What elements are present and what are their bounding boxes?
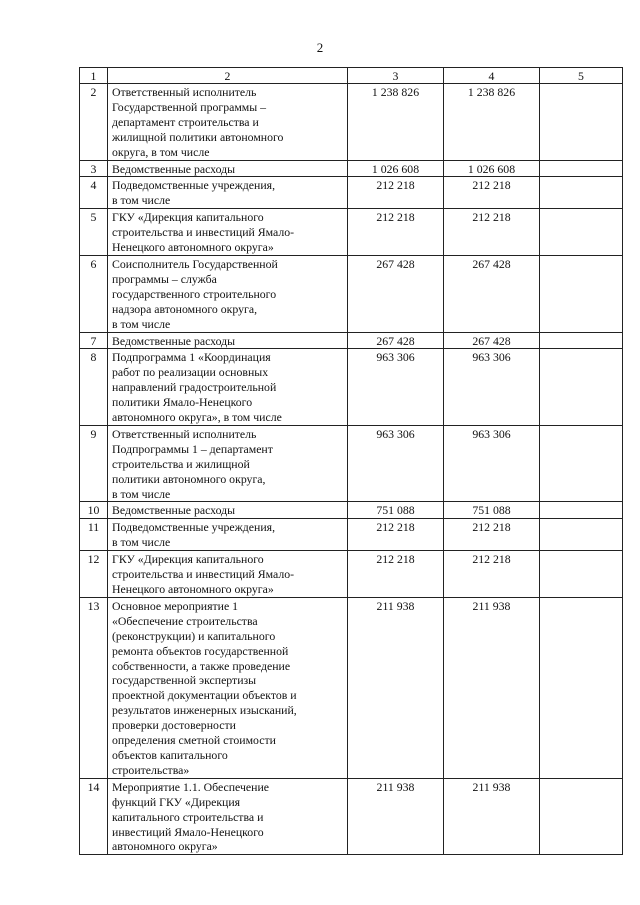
value-col4-cell: 211 938 [444,778,540,855]
value-col4-cell: 963 306 [444,425,540,502]
value-col5-cell [540,177,623,209]
value-col3-cell: 751 088 [348,502,444,519]
value-col5-cell [540,209,623,256]
value-col5-cell [540,551,623,598]
value-col4-cell: 267 428 [444,255,540,332]
value-col4-cell: 267 428 [444,332,540,349]
value-col5-cell [540,332,623,349]
table-row [80,597,623,778]
value-col5-cell [540,778,623,855]
value-col5-cell [540,160,623,177]
value-col5-cell [540,502,623,519]
table-row [80,519,623,551]
table-row [80,209,623,256]
row-number-cell: 2 [80,84,108,161]
value-col4-cell: 212 218 [444,209,540,256]
value-col5-cell [540,519,623,551]
row-name-cell: Ответственный исполнитель Государственной программы – департамент строительства и жилищной политики автономного округа, в том числе [108,84,348,161]
row-number-cell: 12 [80,551,108,598]
row-name-cell: Ответственный исполнитель Подпрограммы 1 – департамент строительства и жилищной политики автономного округа, в том числе [108,425,348,502]
value-col3-cell: 963 306 [348,425,444,502]
budget-table [79,67,623,855]
row-number-cell: 13 [80,597,108,778]
value-col3-cell: 963 306 [348,349,444,426]
value-col4-cell: 751 088 [444,502,540,519]
row-name-cell: Ведомственные расходы [108,332,348,349]
row-name-cell: Мероприятие 1.1. Обеспечение функций ГКУ «Дирекция капитального строительства и инвестиций Ямало-Ненецкого автономного округа» [108,778,348,855]
table-row [80,255,623,332]
table-row [80,160,623,177]
row-name-cell: ГКУ «Дирекция капитального строительства и инвестиций Ямало- Ненецкого автономного округа» [108,551,348,598]
table-row [80,502,623,519]
table-row [80,177,623,209]
row-number-cell: 7 [80,332,108,349]
value-col4-cell: 212 218 [444,519,540,551]
value-col4-cell: 1 026 608 [444,160,540,177]
value-col3-cell: 211 938 [348,778,444,855]
value-col3-cell: 267 428 [348,255,444,332]
row-number-cell: 10 [80,502,108,519]
value-col4-cell: 1 238 826 [444,84,540,161]
value-col3-cell: 211 938 [348,597,444,778]
value-col5-cell [540,597,623,778]
row-number-cell: 5 [80,209,108,256]
value-col4-cell: 212 218 [444,551,540,598]
value-col3-cell: 1 238 826 [348,84,444,161]
value-col5-cell [540,84,623,161]
table-row [80,778,623,855]
row-number-cell: 3 [80,160,108,177]
row-name-cell: Ведомственные расходы [108,502,348,519]
column-header: 1 [80,68,108,84]
value-col3-cell: 212 218 [348,551,444,598]
row-name-cell: Подведомственные учреждения, в том числе [108,177,348,209]
row-name-cell: Подведомственные учреждения, в том числе [108,519,348,551]
value-col4-cell: 212 218 [444,177,540,209]
page-number: 2 [316,40,324,55]
row-name-cell: Подпрограмма 1 «Координация работ по реализации основных направлений градостроительной политики Ямало-Ненецкого автономного округа», в том числе [108,349,348,426]
row-name-cell: ГКУ «Дирекция капитального строительства и инвестиций Ямало- Ненецкого автономного округа» [108,209,348,256]
row-number-cell: 11 [80,519,108,551]
row-number-cell: 14 [80,778,108,855]
value-col4-cell: 963 306 [444,349,540,426]
table-row [80,332,623,349]
value-col3-cell: 267 428 [348,332,444,349]
value-col5-cell [540,255,623,332]
value-col5-cell [540,425,623,502]
row-number-cell: 6 [80,255,108,332]
row-name-cell: Ведомственные расходы [108,160,348,177]
table-header-row [80,68,623,84]
value-col3-cell: 1 026 608 [348,160,444,177]
value-col3-cell: 212 218 [348,177,444,209]
value-col5-cell [540,349,623,426]
column-header: 3 [348,68,444,84]
column-header: 5 [540,68,623,84]
table-row [80,425,623,502]
table-row [80,84,623,161]
table-row [80,551,623,598]
value-col3-cell: 212 218 [348,209,444,256]
row-name-cell: Основное мероприятие 1 «Обеспечение строительства (реконструкции) и капитального ремонта объектов государственной собственности, а также проведение государственной экспертизы проектной документации объектов и результатов инженерных изысканий, проверки достоверности определения сметной стоимости объектов капитального строительства» [108,597,348,778]
row-name-cell: Соисполнитель Государственной программы – служба государственного строительного надзора автономного округа, в том числе [108,255,348,332]
row-number-cell: 4 [80,177,108,209]
value-col4-cell: 211 938 [444,597,540,778]
row-number-cell: 8 [80,349,108,426]
table-row [80,349,623,426]
column-header: 2 [108,68,348,84]
value-col3-cell: 212 218 [348,519,444,551]
row-number-cell: 9 [80,425,108,502]
column-header: 4 [444,68,540,84]
